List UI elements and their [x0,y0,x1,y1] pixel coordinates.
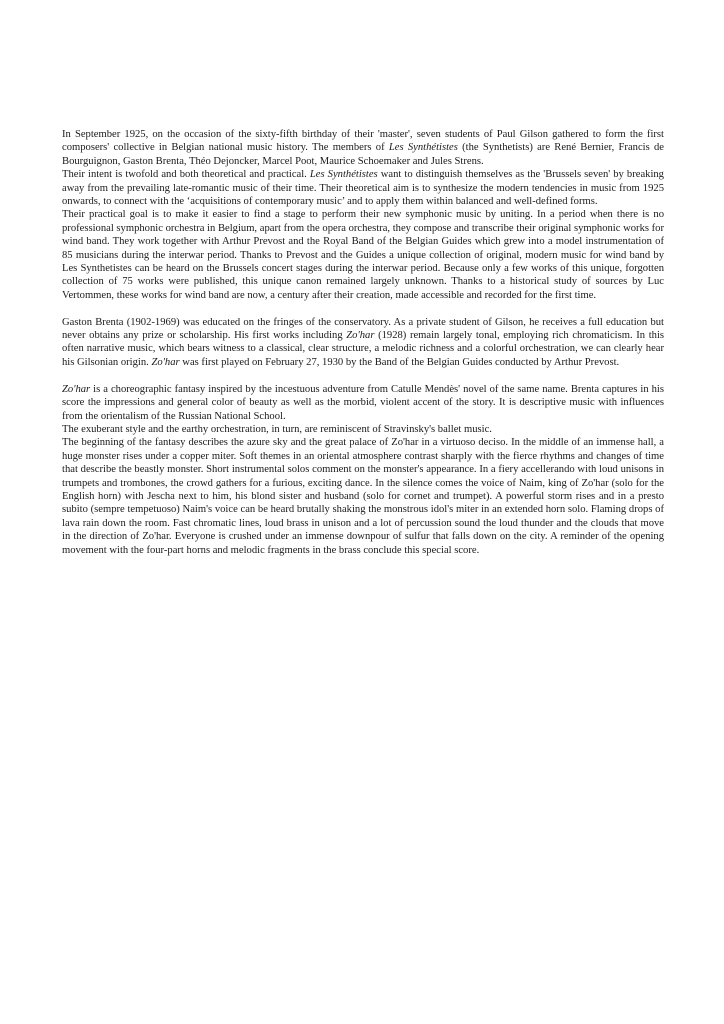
italic-title: Zo'har [346,330,375,342]
text-span: Their intent is twofold and both theoretical and practical. [62,169,310,181]
paragraph-practical-goal [62,208,664,302]
paragraph-synthetistes-intro [62,128,664,168]
document-body [62,128,664,557]
text-span: In September 1925, on the occasion of the sixty-fifth birthday of their 'master', seven students of Paul Gilson gathered to form the first composers' collective in Belgian national music history. The members of [62,129,664,154]
paragraph-gaston-brenta [62,316,664,370]
text-span: want to distinguish themselves as the 'Brussels seven' by breaking away from the prevailing late-romantic music of their time. Their theoretical aim is to synthesize the modern tendencies in music from 1925 onwards, to connect with the ‘acquisitions of contemporary music’ and to apply them within balanced and well-defined forms. [62,169,664,208]
paragraph-intent [62,168,664,208]
italic-term: Les Synthétistes [309,169,378,181]
text-span: is a choreographic fantasy inspired by the incestuous adventure from Catulle Mendès' novel of the same name. Brenta captures in his score the impressions and general color of beauty as well as the morbid, violent accent of the story. It is descriptive music with influences from the orientalism of the Russian National School. [62,383,664,422]
italic-title: Zo'har [151,356,180,368]
paragraph-exuberant-style [62,423,664,436]
italic-title: Zo'har [62,383,91,395]
text-span: (1928) remain largely tonal, employing rich chromaticism. In this often narrative music, which bears witness to a classical, clear structure, a melodic richness and a colorful orchestration, we can clearly hear his Gilsonian origin. [62,330,665,368]
text-span: The beginning of the fantasy describes the azure sky and the great palace of Zo'har in a virtuoso deciso. In the middle of an immense hall, a huge monster rises under a copper miter. Soft themes in an oriental atmosphere contrast sharply with the fierce rhythms and changes of time that describe the beastly monster. Short instrumental solos comment on the monster's appearance. In a fiery accellerando with loud unisons in trumpets and trombones, the crowd gathers for a furious, exciting dance. In the silence comes the voice of Naim, king of Zo'har (solo for the English horn) with Jescha next to him, his blond sister and husband (solo for cornet and trumpet). A powerful storm rises and in a presto subito (sempre tempetuoso) Naim's voice can be heard brutally shaking the monstrous idol's miter in an extended horn solo. Flaming drops of lava rain down the room. Fast chromatic lines, loud brass in unison and a lot of percussion sound the loud thunder and the clouds that move in the direction of Zo'har. Everyone is crushed under an immense downpour of sulfur that falls down on the city. A reminder of the opening movement with the four-part horns and melodic fragments in the brass conclude this special score. [62,437,664,556]
text-span: Gaston Brenta (1902-1969) was educated on the fringes of the conservatory. As a private student of Gilson, he receives a full education but never obtains any prize or scholarship. His first works including [62,316,664,342]
paragraph-zohar-fantasy [62,383,664,423]
italic-term: Les Synthétistes [388,142,458,154]
text-span: Their practical goal is to make it easier to find a stage to perform their new symphonic music by uniting. In a period when there is no professional symphonic orchestra in Belgium, apart from the opera orchestra, they compose and transcribe their original symphonic works for wind band. They work together with Arthur Prevost and the Royal Band of the Belgian Guides which grew into a model instrumentation of 85 musicians during the interwar period. Thanks to Prevost and the Guides a unique collection of original, modern music for wind band by Les Synthetistes can be heard on the Brussels concert stages during the interwar period. Because only a few works of this unique, forgotten collection of 75 works were published, this unique canon remained largely unknown. Thanks to a historical study of sources by Luc Vertommen, these works for wind band are now, a century after their creation, made accessible and recorded for the first time. [62,209,664,301]
paragraph-fantasy-description [62,436,664,557]
text-span: was first played on February 27, 1930 by the Band of the Belgian Guides conducted by Arthur Prevost. [179,356,620,368]
text-span: The exuberant style and the earthy orchestration, in turn, are reminiscent of Stravinsky's ballet music. [62,423,492,435]
text-span: (the Synthetists) are René Bernier, Francis de Bourguignon, Gaston Brenta, Théo Dejoncker, Marcel Poot, Maurice Schoemaker and Jules Strens. [62,142,664,167]
